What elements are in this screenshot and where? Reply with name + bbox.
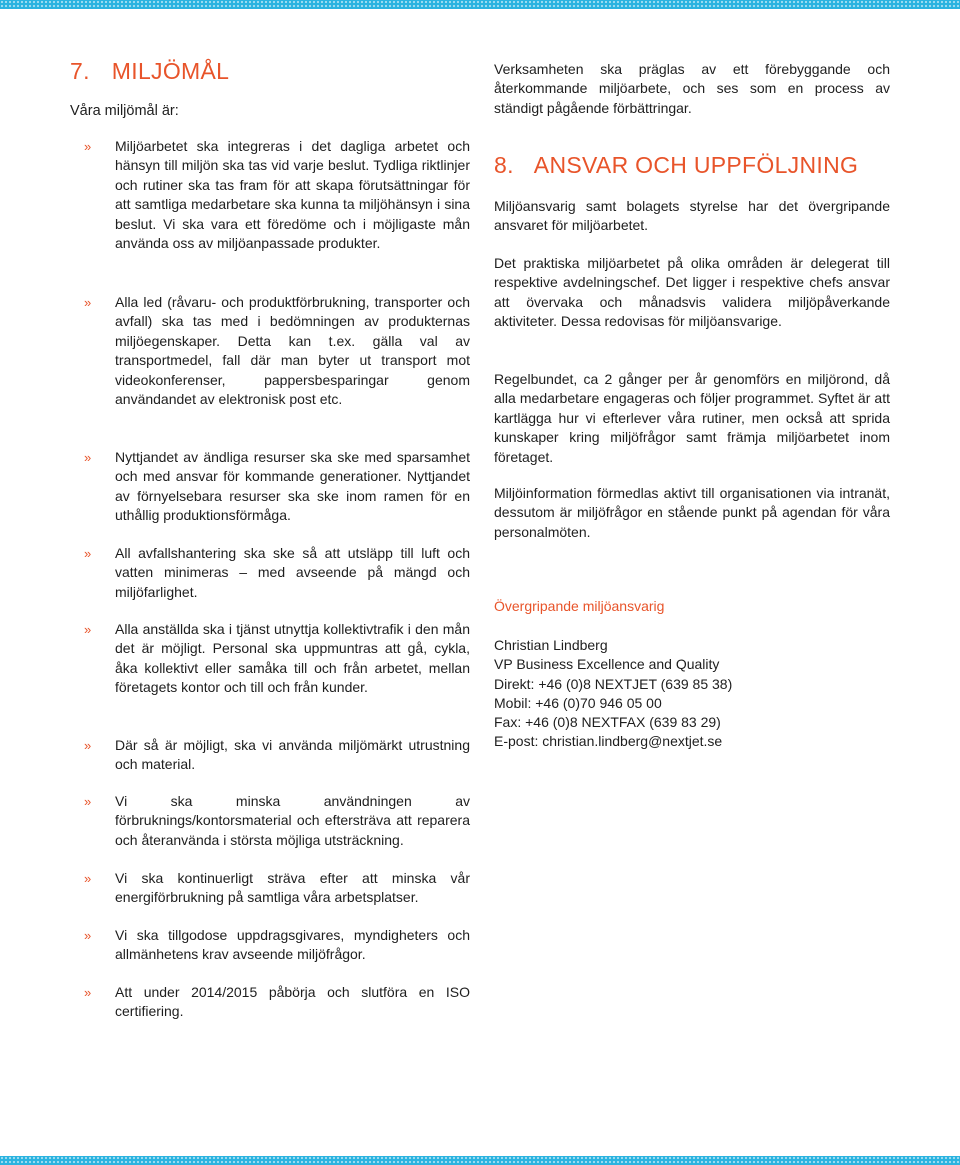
top-decorative-bar	[0, 0, 960, 9]
list-item-text: Vi ska kontinuerligt sträva efter att minska vår energiförbrukning på samtliga våra arbetsplatser.	[115, 870, 470, 906]
double-chevron-icon: »	[84, 985, 92, 1000]
contact-email: E-post: christian.lindberg@nextjet.se	[494, 733, 723, 750]
intro-text: Våra miljömål är:	[70, 103, 179, 119]
contact-role: VP Business Excellence and Quality	[494, 656, 720, 673]
section-heading-miljomal	[70, 58, 229, 85]
bottom-decorative-bar	[0, 1156, 960, 1165]
contact-name: Christian Lindberg	[494, 637, 608, 653]
double-chevron-icon: »	[84, 622, 92, 637]
contact-heading: Övergripande miljöansvarig	[494, 598, 665, 614]
double-chevron-icon: »	[84, 794, 92, 809]
double-chevron-icon: »	[84, 871, 92, 886]
paragraph: Det praktiska miljöarbetet på olika områden är delegerat till respektive avdelningschef. Det ligger i respektive chefs ansvar att övervaka och månadsvis validera miljöpåverkande aktiviteter. Dessa redovisas för miljöansvarige.	[494, 255, 890, 330]
list-item	[70, 869, 470, 908]
double-chevron-icon: »	[84, 139, 92, 154]
section-number: 7.	[70, 58, 90, 84]
list-item	[70, 792, 470, 850]
double-chevron-icon: »	[84, 546, 92, 561]
list-item-text: Nyttjandet av ändliga resurser ska ske med sparsamhet och med ansvar för kommande generationer. Nyttjandet av förnyelsebara resurser ska ske inom ramen för en uthållig produktionsförmåga.	[115, 449, 470, 524]
paragraph: Miljöansvarig samt bolagets styrelse har det övergripande ansvaret för miljöarbetet.	[494, 198, 890, 234]
list-item	[70, 137, 470, 253]
double-chevron-icon: »	[84, 928, 92, 943]
list-item-text: Alla anställda ska i tjänst utnyttja kollektivtrafik i den mån det är möjligt. Personal ska uppmuntras att gå, cykla, åka kollektivt eller samåka till och från arbetet, mellan företagets kontor och till och från kunder.	[115, 621, 470, 696]
section-heading-ansvar	[494, 152, 858, 179]
list-item-text: Att under 2014/2015 påbörja och slutföra en ISO certifiering.	[115, 984, 470, 1020]
section-number: 8.	[494, 152, 514, 178]
list-item-text: Miljöarbetet ska integreras i det dagliga arbetet och hänsyn till miljön ska tas vid varje beslut. Tydliga riktlinjer och rutiner ska tas fram för att skapa förutsättningar för att samtliga medarbetare ska kunna ta miljöhänsyn i sina beslut. Vi ska vara ett föredöme och i möjligaste mån använda oss av miljöanpassade produkter.	[115, 138, 470, 252]
paragraph: Regelbundet, ca 2 gånger per år genomförs en miljörond, då alla medarbetare engageras och följer programmet. Syftet är att kartlägga hur vi efterlever våra rutiner, men också att sprida kunskaper kring miljöfrågor samt främja miljöarbetet inom företaget.	[494, 371, 890, 465]
list-item	[70, 736, 470, 775]
contact-mobile-phone: Mobil: +46 (0)70 946 05 00	[494, 694, 662, 711]
section-title: MILJÖMÅL	[111, 58, 230, 84]
list-item-text: Alla led (råvaru- och produktförbrukning, transporter och avfall) ska tas med i bedömningen av produkternas miljöegenskaper. Detta kan t.ex. gälla val av transportmedel, fall där man byter ut transport mot videokonferenser, pappersbesparingar genom användandet av elektronisk post etc.	[115, 294, 470, 408]
list-item	[70, 448, 470, 526]
contact-block	[494, 636, 732, 752]
paragraph: Miljöinformation förmedlas aktivt till organisationen via intranät, dessutom är miljöfrågor en stående punkt på agendan för våra personalmöten.	[494, 485, 890, 540]
section-title: ANSVAR OCH UPPFÖLJNING	[533, 152, 859, 178]
contact-fax: Fax: +46 (0)8 NEXTFAX (639 83 29)	[494, 714, 721, 731]
double-chevron-icon: »	[84, 295, 92, 310]
contact-direct-phone: Direkt: +46 (0)8 NEXTJET (639 85 38)	[494, 675, 733, 692]
intro-paragraph: Verksamheten ska präglas av ett förebyggande och återkommande miljöarbete, och ses som en process av ständigt pågående förbättringar.	[494, 61, 890, 116]
list-item-text: All avfallshantering ska ske så att utsläpp till luft och vatten minimeras – med avseende på mängd och miljöfarlighet.	[115, 545, 470, 600]
list-item	[70, 620, 470, 698]
list-item	[70, 544, 470, 602]
list-item	[70, 983, 470, 1022]
list-item-text: Vi ska tillgodose uppdragsgivares, myndigheters och allmänhetens krav avseende miljöfrågor.	[115, 927, 470, 963]
list-item	[70, 926, 470, 965]
list-item-text: Där så är möjligt, ska vi använda miljömärkt utrustning och material.	[115, 737, 470, 773]
double-chevron-icon: »	[84, 738, 92, 753]
list-item-text: Vi ska minska användningen av förbruknings/kontorsmaterial och eftersträva att reparera och återanvända i största möjliga utsträckning.	[115, 793, 470, 848]
list-item	[70, 293, 470, 409]
double-chevron-icon: »	[84, 450, 92, 465]
